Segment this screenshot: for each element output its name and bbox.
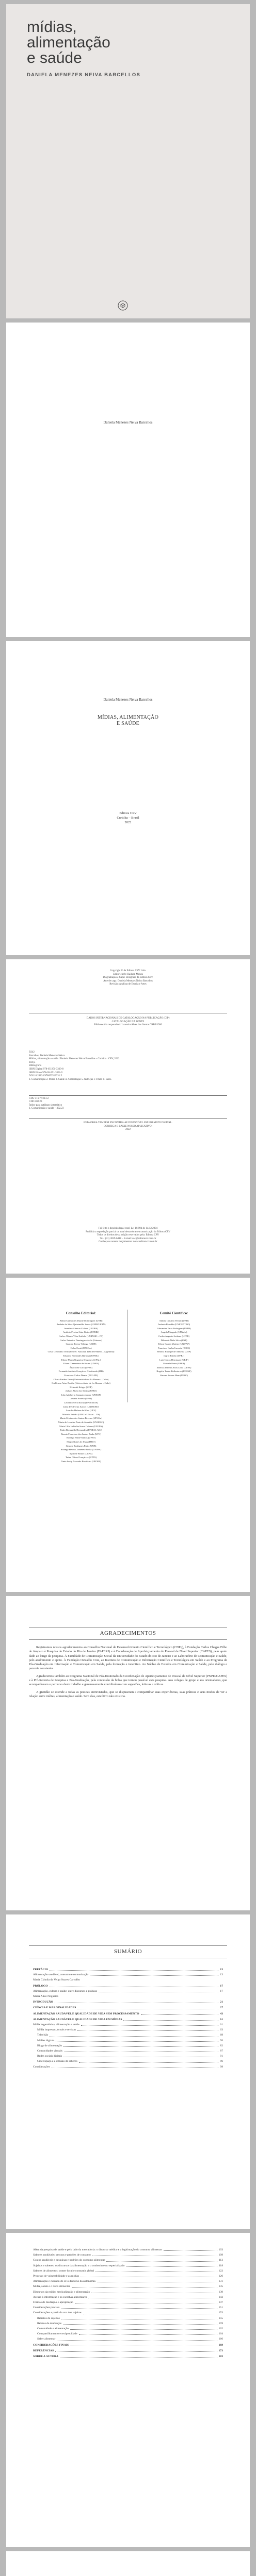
year-line: 2022	[125, 1128, 131, 1131]
summary-page	[6, 1914, 250, 2229]
heading-rule	[29, 1627, 227, 1628]
toc-page-number: 82	[220, 2044, 223, 2047]
council-member: Cesar Gerónimo Tello (Univer. Nacional Três de Febrero – Argentina)	[47, 1350, 115, 1353]
council-member: Elione Maria Nogueira Diogenes (UFAL)	[61, 1358, 101, 1361]
toc-entry[interactable]	[33, 2023, 223, 2027]
toc-leader	[141, 2014, 219, 2015]
committee-member: Ingrid Paixão (UFRJ)	[164, 1354, 184, 1357]
toc-page-number: 131	[218, 2280, 223, 2283]
toc-leader	[50, 2036, 218, 2037]
committee-member: Alexandre Faria Rodrigues (UFPB)	[157, 1327, 191, 1330]
catalog-subjects: 1. Comunicação 2. Mídia 3. Saúde 4. Alimentação 5. Nutrição I. Título II. Série.	[29, 1078, 112, 1081]
toc-entry[interactable]	[33, 2033, 223, 2037]
isbn-digital: ISBN Digital 978-65-251-3330-8	[29, 1067, 63, 1071]
heading-rule	[29, 1945, 227, 1946]
toc-entry[interactable]	[33, 2301, 223, 2304]
council-member: Carlos Alberto Vilar Estêvão (UMINHO – PT)	[59, 1334, 103, 1337]
title-page	[6, 641, 250, 955]
website-line: Conheça os nossos lançamentos: www.editoracrv.com.br	[99, 1241, 157, 1244]
cdu-code: CDU 316.77:613.2	[29, 1097, 49, 1100]
toc-page-number: 27	[220, 2006, 223, 2010]
copyright-credits	[29, 970, 227, 987]
summary-page-continued	[6, 2233, 250, 2547]
toc-entry-title: Considerações a partir da voz dos sujeitos	[33, 2311, 82, 2315]
toc-entry[interactable]	[33, 2006, 223, 2010]
council-member: Elizeu Clementino de Souza (UNEB)	[63, 1362, 99, 1365]
toc-leader	[81, 2025, 219, 2026]
toc-entry[interactable]	[33, 1990, 223, 1993]
toc-entry-title: Sabores saudáveis: pessoas e padrões de consumo	[33, 2253, 91, 2257]
council-member: Marcelo Paixão (UFRJ e UTexas – US)	[62, 1413, 100, 1416]
committee-member: Andreia Brandão (UNICENTRO)	[157, 1323, 190, 1326]
toc-page-number: 76	[220, 2039, 223, 2042]
toc-entry[interactable]	[33, 2001, 223, 2004]
digital-notice-line: ESTA OBRA TAMBÉM ENCONTRA-SE DISPONÍVEL EM FORMATO DIGITAL.	[83, 1122, 173, 1124]
toc-page-number: 13	[220, 1973, 223, 1977]
council-member: Fernando Antônio Gonçalves Alcoforado (IPB)	[58, 1370, 104, 1373]
toc-page-number: 17	[220, 1984, 223, 1988]
toc-entry[interactable]	[33, 2259, 223, 2262]
publication-year: 2022	[124, 821, 132, 824]
toc-page-number: 139	[218, 2290, 223, 2294]
toc-page-number: 43	[220, 2012, 223, 2015]
toc-entry-title: INTRODUÇÃO	[33, 2001, 53, 2004]
toc-entry[interactable]	[33, 2060, 223, 2063]
toc-entry-title: Formas de mediação e apropriação	[33, 2301, 73, 2304]
toc-page-number: 69	[220, 2033, 223, 2037]
half-title-author: Daniela Menezes Neiva Barcellos	[103, 420, 153, 425]
toc-page-number: 151	[218, 2306, 223, 2310]
doi: DOI 10.24824/978652513331.5	[29, 1075, 62, 1078]
council-member: Rodrigo Pratte-Santos (UFES)	[66, 1436, 96, 1439]
council-member: Renato Francisco dos Santos Paula (UFG)	[61, 1432, 101, 1435]
toc-entry-title: Considerações parciais	[33, 2306, 60, 2310]
acknowledgments-body	[29, 1646, 227, 1702]
toc-entry[interactable]	[33, 2344, 223, 2347]
cip-title: DADOS INTERNACIONAIS DE CATALOGAÇÃO NA PUBLICAÇÃO (CIP)	[86, 1017, 170, 1020]
toc-entry-title: Relatos de mudanças	[37, 2321, 62, 2325]
council-member: Maria Lília Imbiriba Sousa Colares (UFOPA)	[59, 1425, 103, 1428]
rights-line: Todos os direitos desta edição reservados pela: Editora CRV	[97, 1234, 159, 1237]
toc-leader	[52, 2067, 219, 2068]
toc-page-number: 13	[220, 1968, 223, 1971]
table-of-contents-continued	[33, 2248, 223, 2360]
index-line: 1. Comunicação e saúde – 302.23	[29, 1107, 64, 1110]
council-member: Tania Suely Azevedo Brasileiro (UFOPA)	[61, 1460, 101, 1463]
toc-page-number: 17	[220, 1989, 223, 1993]
committee-member: Dilma de Melo Silva (USP)	[161, 1338, 187, 1342]
toc-entry-title: Sabores de alimentos: comer local e consumir global	[33, 2269, 94, 2273]
council-member: Josania Portela (UFPI)	[70, 1397, 92, 1400]
toc-leader	[57, 2340, 217, 2341]
council-member: Lídia de Oliveira Xavier (UNIEURO)	[63, 1405, 99, 1408]
toc-entry-title: Processo de vulnerabilidade e as mídias	[33, 2275, 79, 2278]
toc-entry[interactable]	[33, 1985, 223, 1988]
toc-entry-title: Mídia impressa: jornais e revistas	[37, 2028, 76, 2032]
toc-page-number: 155	[218, 2316, 223, 2320]
toc-leader	[63, 2324, 217, 2325]
toc-leader	[61, 2308, 217, 2309]
toc-entry-title: Maria Alice Nogueira	[33, 1995, 58, 1998]
toc-entry[interactable]	[33, 2322, 223, 2326]
council-member: Francisco Carlos Duarte (PUC-PR)	[64, 1374, 98, 1377]
council-member: Élsio José Corá (UFFS)	[70, 1366, 92, 1369]
cdd-code: CDD 302.23	[29, 1100, 42, 1104]
toc-page-number: 91	[220, 2055, 223, 2058]
council-member: Simone Rodrigues Pinto (UNB)	[66, 1444, 97, 1447]
council-member: Eduardo Fernandes Barbosa (UFMG)	[63, 1354, 99, 1357]
toc-entry-title: Considerações	[33, 2065, 50, 2069]
council-member: Andréia da Silva Quintanilha Sousa (UNIR/UFRN)	[56, 1323, 106, 1326]
toc-entry[interactable]	[33, 2065, 223, 2069]
council-member: Sérgio Nunes de Jesus (IFRO)	[67, 1440, 95, 1443]
toc-leader	[90, 1975, 218, 1976]
council-member: João Adalberto Campato Junior (UNESP)	[61, 1393, 101, 1396]
committee-member: Simone Soares Haas (UFSC)	[160, 1374, 188, 1377]
preface-page	[6, 2551, 250, 2576]
toc-entry-title: Comunidade e alimentação	[37, 2327, 69, 2331]
toc-entry[interactable]	[33, 2317, 223, 2320]
toc-page-number: 159	[218, 2321, 223, 2325]
council-member: Jailson Alves dos Santos (UFRJ)	[65, 1389, 97, 1393]
council-member: Maria de Lourdes Pinto de Almeida (UNOESC)	[58, 1421, 104, 1424]
toc-leader	[55, 2351, 217, 2352]
toc-leader	[106, 2261, 217, 2262]
toc-page-number: 21	[220, 2001, 223, 2004]
cip-header	[29, 1017, 227, 1027]
paragraph: Registramos nossos agradecimentos ao Conselho Nacional de Desenvolvimento Científico e Tecnológico (CNPq), à Fundação Carlos Chagas Filho de Amparo à Pesquisa do Estado do Rio de Janeiro (FAPERJ) e à Coordenação de Aperfeiçoamento de Pessoal de Nível Superior (CAPES), pelo apoio dado ao longo da pesquisa. À Faculdade de Comunicação Social da Universidade do Estado do Rio de Janeiro e ao Laboratório de Comunicação e Saúde, pelo acolhimento e apoio. À Fundação Oswaldo Cruz, ao Instituto de Comunicação e Informação Científica e Tecnológica em Saúde e ao Programa de Pós-Graduação em Informação e Comunicação em Saúde, pela formação e incentivo. Ao Núcleo de Estudos em Comunicação e Saúde, pelo diálogo e parceria constantes.	[29, 1646, 227, 1671]
toc-entry[interactable]	[33, 2039, 223, 2043]
cover-title: mídias, alimentação e saúde	[27, 19, 110, 66]
publisher-block	[6, 811, 250, 825]
committee-member: Carlos Augusto Serbena (UFPR)	[158, 1334, 190, 1337]
heading-rule	[29, 1639, 227, 1640]
council-member: Carmen Tereza Velanga (UNIR)	[66, 1343, 97, 1346]
toc-entry[interactable]	[33, 2332, 223, 2336]
toc-entry[interactable]	[33, 2275, 223, 2278]
toc-leader	[63, 2046, 218, 2047]
toc-entry-title: Sujeitos e saberes: os discursos da alimentação e o conhecimento especializado	[33, 2264, 125, 2267]
toc-entry[interactable]	[33, 2269, 223, 2273]
council-member: Anselmo Alencar Colares (UFOPA)	[63, 1327, 99, 1330]
toc-entry[interactable]	[33, 2349, 223, 2353]
scientific-committee-list	[130, 1319, 218, 1378]
catalog-code: B242	[29, 1051, 35, 1054]
toc-entry-title: Televisão	[37, 2033, 49, 2037]
cover-art-line: Arte de capa: Daniela Menezes Neiva Barcellos	[103, 979, 153, 982]
toc-page-number: 143	[218, 2295, 223, 2299]
scientific-committee-column	[130, 1312, 218, 1378]
rights-block	[29, 1227, 227, 1244]
toc-entry[interactable]	[33, 2055, 223, 2058]
toc-entry[interactable]	[33, 2264, 223, 2268]
toc-page-number: 61	[220, 2018, 223, 2021]
rights-line: Proibida a reprodução parcial ou total desta obra sem autorização da Editora CRV	[86, 1230, 170, 1233]
contact-line: Tel.: (41) 3039-6418 – E-mail: sac@editoracrv.com.br	[100, 1237, 156, 1240]
toc-leader	[70, 2329, 217, 2330]
copyright-line: Copyright © da Editora CRV Ltda.	[110, 970, 146, 972]
rights-line: Foi feito o depósito legal conf. Lei 10.994 de 14/12/2004	[98, 1227, 158, 1230]
title-author: Daniela Menezes Neiva Barcellos	[103, 698, 153, 702]
committee-member: Marcus Antônio Assis Lima (UFSE)	[156, 1366, 191, 1369]
toc-leader	[79, 2334, 217, 2335]
toc-entry[interactable]	[33, 2044, 223, 2048]
toc-entry-title: Ciberespaço e a difusão de saberes	[37, 2060, 77, 2063]
toc-page-number: 122	[218, 2269, 223, 2273]
toc-entry[interactable]	[33, 2285, 223, 2289]
toc-entry[interactable]	[33, 1978, 223, 1982]
committee-member: Francisco Carlos Lacerda (ESCS)	[157, 1346, 190, 1349]
toc-entry-title: Retratos de sujeitos	[37, 2316, 60, 2320]
toc-page-number: 173	[218, 2349, 223, 2352]
toc-entry[interactable]	[33, 2018, 223, 2022]
toc-entry-title: ALIMENTAÇÃO SAUDÁVEL E QUALIDADE DE VIDA SEM PROCESSAMENTO	[33, 2012, 139, 2015]
toc-leader	[126, 2266, 217, 2267]
committee-member: Ângela Morgado (UMinho)	[161, 1331, 187, 1334]
toc-entry-title: CIÊNCIA E MARGINALIDADES	[33, 2006, 76, 2010]
editorial-council-list	[37, 1319, 125, 1464]
council-member: Maria Cristina dos Santos Bezerra (UFSCar)	[59, 1417, 103, 1420]
toc-entry[interactable]	[33, 2253, 223, 2257]
toc-entry-title: Compartilhamento e reciprocidade	[37, 2332, 77, 2336]
committee-member: Marcela Perez (UFPR)	[163, 1362, 185, 1365]
toc-entry[interactable]	[33, 2311, 223, 2315]
council-member: Celso Conti (UFSCar)	[70, 1346, 92, 1349]
paragraph: A gratidão se estende a todas as pessoas entrevistadas, que se dispuseram a compartilhar suas experiências, suas práticas e seus modos de ver a relação entre mídias, alimentação e saúde. Sem elas, este livro não existiria.	[29, 1690, 227, 1698]
toc-page-number: 61	[220, 2023, 223, 2027]
council-member: Lourdes Helena da Silva (UFV)	[66, 1409, 97, 1412]
publisher-name: Editora CRV	[119, 811, 137, 815]
toc-entry-title: Gostos saudáveis e pesquisas e padrões do consumo alimentar	[33, 2259, 105, 2262]
toc-leader	[77, 2030, 218, 2031]
toc-entry-title: Mídia hegemônica, alimentação e saúde	[33, 2023, 79, 2027]
committee-member: Andrea Cristina Versuti (UNB)	[159, 1319, 189, 1322]
isbn-physical: ISBN Físico 978-65-251-3331-5	[29, 1071, 63, 1074]
catalog-card	[29, 1051, 227, 1081]
committee-member: Luiz Carlos Henriques (UFJF)	[159, 1358, 188, 1361]
toc-entry-title: CONSIDERAÇÕES FINAIS	[33, 2343, 69, 2347]
scientific-committee-title: Comitê Científico:	[159, 1311, 188, 1315]
toc-entry-title: Acesso à informação e as escolhas alimentares	[33, 2295, 87, 2299]
toc-entry-title: ALIMENTAÇÃO SAUDÁVEL E QUALIDADE DE VIDA EM MÍDIAS	[33, 2018, 122, 2021]
book-title: MÍDIAS, ALIMENTAÇÃO E SAÚDE	[97, 715, 159, 726]
toc-entry[interactable]	[33, 2291, 223, 2294]
toc-leader	[123, 2020, 218, 2021]
catalog-author: Barcellos, Daniela Menezes Neiva	[29, 1054, 65, 1057]
toc-entry-title: Blogs de alimentação	[37, 2044, 62, 2047]
toc-entry-title: Maria Cláudia da Veiga Soares Carvalho	[33, 1978, 81, 1982]
toc-leader	[72, 2287, 217, 2288]
catalog-pages: 184 p.	[29, 1061, 36, 1064]
committee-member: Edson Soares Martins (UNIFAP)	[158, 1343, 190, 1346]
toc-entry[interactable]	[33, 2248, 223, 2252]
toc-page-number: 147	[218, 2301, 223, 2304]
council-member: Sydione Santos (UEPG)	[69, 1452, 93, 1455]
toc-page-number: 63	[220, 2028, 223, 2032]
toc-page-number: 113	[218, 2259, 223, 2262]
index-title: Índice para catálogo sistemático	[29, 1104, 62, 1107]
committee-member: Rogério Tadeu Ballesteros (UNESP)	[156, 1370, 191, 1373]
app-notice-line: CONHEÇA E BAIXE NOSSO APLICATIVO!	[103, 1125, 153, 1128]
toc-entry[interactable]	[33, 2028, 223, 2032]
toc-entry-title: PREFÁCIO	[33, 1968, 49, 1971]
council-member: Guillermo Arias Beatón (Universidade de La Havana – Cuba)	[52, 1382, 110, 1385]
toc-leader	[56, 2041, 218, 2042]
table-of-contents	[33, 1966, 223, 2071]
toc-entry-title: Mídias digitais	[37, 2039, 55, 2042]
council-member: Leonel Severo Rocha (UNISINOS)	[64, 1401, 98, 1404]
toc-leader	[164, 2250, 217, 2251]
digital-notice	[29, 1122, 227, 1132]
toc-entry[interactable]	[33, 2049, 223, 2053]
council-member: Aldira Guimarães Duarte Domínguez (UNB)	[59, 1319, 103, 1322]
toc-page-number: 87	[220, 2049, 223, 2053]
council-member: Tadeu Oliver Gonçalves (UFPA)	[65, 1456, 97, 1459]
toc-entry[interactable]	[33, 1995, 223, 1998]
toc-entry-title: PRÓLOGO	[33, 1984, 48, 1988]
council-member: Carlos Federico Dominguez Avila (Unieuro)	[60, 1338, 102, 1342]
toc-page-number: 153	[218, 2311, 223, 2315]
publisher-logo-icon	[118, 300, 128, 311]
summary-heading: SUMÁRIO	[114, 1948, 142, 1955]
toc-leader	[60, 2357, 217, 2358]
acknowledgments-page	[6, 1596, 250, 1910]
toc-page-number: 166	[218, 2337, 223, 2341]
cover-page	[6, 4, 250, 318]
council-member: Helmuth Krüger (UCP)	[70, 1385, 92, 1388]
toc-page-number: 103	[218, 2248, 223, 2251]
toc-leader	[50, 1970, 218, 1971]
toc-entry-title: Alimentação, cultura e saúde: entre discursos e práticas	[33, 1989, 97, 1993]
toc-page-number: 183	[218, 2355, 223, 2359]
toc-entry-title: SOBRE A AUTORA	[33, 2355, 59, 2359]
toc-page-number: 118	[218, 2264, 223, 2267]
toc-entry[interactable]	[33, 1973, 223, 1977]
toc-entry[interactable]	[33, 1968, 223, 1972]
toc-leader	[79, 2062, 219, 2063]
toc-entry-title: Alimentação saudável, consumo e comunicação	[33, 1973, 89, 1977]
council-member: Antônio Pereira Gaio Júnior (UFRRJ)	[63, 1331, 99, 1334]
acknowledgments-heading: AGRADECIMENTOS	[100, 1630, 156, 1636]
toc-entry[interactable]	[33, 2306, 223, 2310]
toc-entry[interactable]	[33, 2355, 223, 2359]
toc-entry[interactable]	[33, 2337, 223, 2341]
toc-page-number: 96	[220, 2060, 223, 2063]
half-title-page	[6, 323, 250, 637]
toc-entry-title: Saber alimentar	[37, 2337, 56, 2341]
toc-page-number: 164	[218, 2332, 223, 2336]
toc-entry-title: Além da pesquisa de saúde e pelo lado da mercadoria: o discurso médico e a legitimação do consumo alimentar	[33, 2248, 162, 2251]
toc-entry[interactable]	[33, 2296, 223, 2299]
catalog-bibliography: Bibliografia	[29, 1064, 42, 1067]
revision-line: Revisão: Analista de Escrita e Artes	[109, 983, 147, 986]
toc-entry[interactable]	[33, 2327, 223, 2331]
toc-page-number: 99	[220, 2065, 223, 2069]
toc-entry-title: Alimentação e cuidado de si: o discurso da autonomia	[33, 2280, 95, 2283]
toc-entry-title: Comunidades virtuais	[37, 2049, 62, 2053]
paragraph: Agradecemos também ao Programa Nacional de Pós-Doutorado da Coordenação de Aperfeiçoamento de Pessoal de Nível Superior (PNPD/CAPES) e à Pró-Reitoria de Pesquisa e Pós-Graduação, pela concessão da bolsa que tornou possível esta pesquisa. Aos colegas de grupo e aos orientadores, que acompanharam o percurso deste trabalho e generosamente contribuíram com sugestões, leituras e críticas.	[29, 1674, 227, 1687]
publisher-city: Curitiba – Brasil	[117, 816, 139, 820]
editorial-council-page	[6, 1278, 250, 1592]
design-line: Diagramação e Capa: Designers da Editora CRV	[103, 976, 153, 979]
council-member: Gloria Fariñas León (Universidade de La Havana – Cuba)	[53, 1378, 109, 1381]
committee-member: Heloísa Buarque de Almeida (USP)	[157, 1350, 191, 1353]
toc-entry-title: REFERÊNCIAS	[33, 2349, 54, 2352]
toc-page-number: 126	[218, 2275, 223, 2278]
editor-line: Editor-chefe: Railson Moura	[113, 973, 143, 976]
column-divider	[127, 1310, 128, 1402]
classification-box	[29, 1095, 227, 1119]
editorial-council-title: Conselho Editorial:	[66, 1311, 97, 1315]
toc-page-number: 135	[218, 2285, 223, 2289]
toc-entry-title: Discursos da mídia: medicalização e alimentação	[33, 2290, 90, 2294]
cip-librarian: Bibliotecária responsável: Luzenira Alves dos Santos CRB9/1506	[94, 1024, 162, 1027]
council-member: Solange Helena Ximenes-Rocha (UFOPA)	[60, 1448, 102, 1451]
council-member: Paulo Romualdo Hernandes (UNIFAL-MG)	[60, 1429, 102, 1432]
toc-entry-title: Redes sociais digitais	[37, 2055, 62, 2058]
toc-page-number: 169	[218, 2343, 223, 2347]
copyright-page	[6, 959, 250, 1274]
toc-entry-title: Mídia, saúde e o risco alimentar	[33, 2285, 70, 2289]
cover-author: DANIELA MENEZES NEIVA BARCELLOS	[27, 72, 140, 78]
toc-page-number: 109	[218, 2253, 223, 2257]
editorial-council-column	[37, 1312, 125, 1464]
toc-page-number: 162	[218, 2327, 223, 2331]
toc-entry[interactable]	[33, 2012, 223, 2016]
toc-entry[interactable]	[33, 2280, 223, 2283]
catalog-title: Mídias, alimentação e saúde / Daniela Menezes Neiva Barcellos – Curitiba : CRV, 2022.	[29, 1058, 120, 1061]
cip-subtitle: CATALOGAÇÃO NA FONTE	[111, 1020, 145, 1023]
